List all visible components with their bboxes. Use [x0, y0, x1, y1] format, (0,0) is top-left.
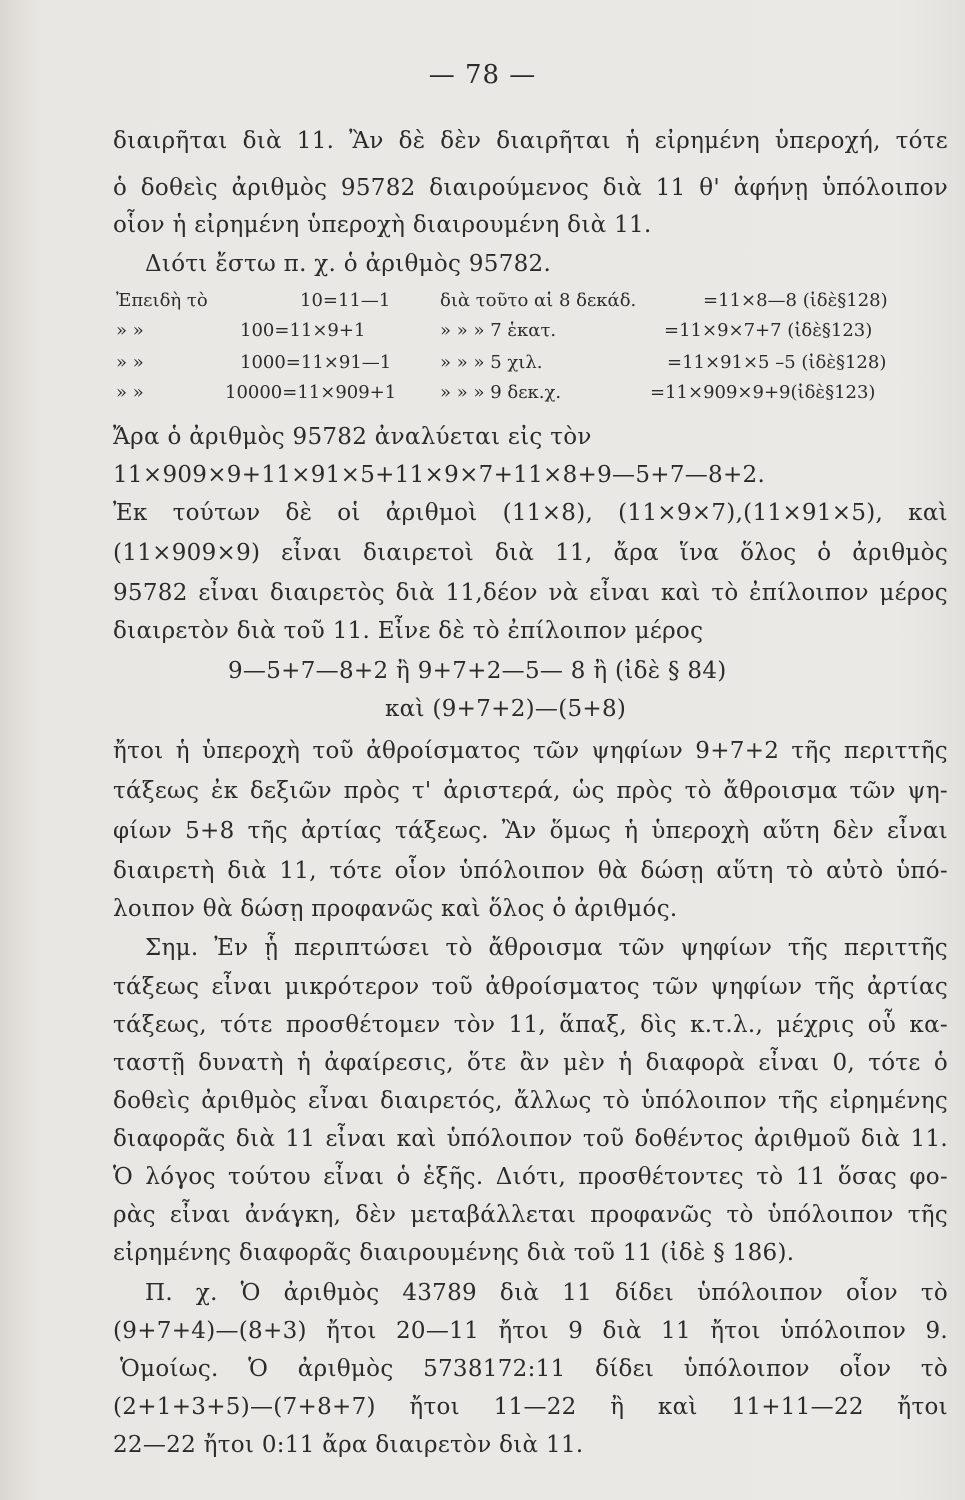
note-line: τάξεως, τότε προσθέτομεν τὸν 11, ἅπαξ, δὶς κ.τ.λ., μέχρις οὗ κα- [113, 1012, 948, 1038]
table-lead: » » [116, 320, 144, 341]
table-description: » » » 5 χιλ. [440, 352, 543, 373]
text-line: διαιρῆται διὰ 11. Ἂν δὲ δὲν διαιρῆται ἡ εἰρημένη ὑπεροχή, τότε [113, 128, 948, 154]
table-description: διὰ τοῦτο αἱ 8 δεκάδ. [440, 290, 637, 311]
table-equation: 10=11—1 [300, 290, 391, 311]
page-number: — 78 — [428, 60, 537, 90]
note-line: διαφορᾶς διὰ 11 εἶναι καὶ ὑπόλοιπον τοῦ δοθέντος ἀριθμοῦ διὰ 11. [113, 1126, 948, 1152]
table-equation: 1000=11×91—1 [240, 352, 392, 373]
formula-line: καὶ (9+7+2)—(5+8) [385, 696, 627, 722]
text-line: τάξεως ἐκ δεξιῶν πρὸς τ' ἀριστερά, ὡς πρὸς τὸ ἄθροισμα τῶν ψη- [113, 778, 948, 804]
text-line: ὁ δοθεὶς ἀριθμὸς 95782 διαιρούμενος διὰ 11 θ' ἀφήνῃ ὑπόλοιπον [113, 175, 948, 201]
note-line: δοθεὶς ἀριθμὸς εἶναι διαιρετός, ἄλλως τὸ ὑπόλοιπον τῆς εἰρημένης [113, 1088, 948, 1114]
formula-line: 9—5+7—8+2 ἢ 9+7+2—5— 8 ἢ (ἰδὲ § 84) [228, 658, 727, 684]
table-lead: » » [116, 382, 144, 403]
text-line: λοιπον θὰ δώσῃ προφανῶς καὶ ὅλος ὁ ἀριθμός. [113, 896, 678, 922]
text-line: (11×909×9) εἶναι διαιρετοὶ διὰ 11, ἄρα ἵνα ὅλος ὁ ἀριθμὸς [113, 540, 948, 566]
text-line: ἤτοι ἡ ὑπεροχὴ τοῦ ἀθροίσματος τῶν ψηφίων 9+7+2 τῆς περιττῆς [113, 738, 948, 764]
note-line: ταστῇ δυνατὴ ἡ ἀφαίρεσις, ὅτε ἂν μὲν ἡ διαφορὰ εἶναι 0, τότε ὁ [113, 1050, 948, 1076]
table-equation: 100=11×9+1 [240, 320, 366, 341]
text-line: οἷον ἡ εἰρημένη ὑπεροχὴ διαιρουμένη διὰ 11. [113, 212, 652, 238]
table-description: » » » 9 δεκ.χ. [440, 382, 562, 403]
text-line: διαιρετὸν διὰ τοῦ 11. Εἶνε δὲ τὸ ἐπίλοιπον μέρος [113, 618, 704, 644]
text-line: Διότι ἔστω π. χ. ὁ ἀριθμὸς 95782. [145, 251, 552, 277]
table-result: =11×909×9+9(ἰδὲ§123) [650, 382, 876, 403]
note-line: Ὁ λόγος τούτου εἶναι ὁ ἑξῆς. Διότι, προσθέτοντες τὸ 11 ὅσας φο- [113, 1164, 948, 1190]
note-line: εἰρημένης διαφορᾶς διαιρουμένης διὰ τοῦ 11 (ἰδὲ § 186). [113, 1240, 795, 1266]
example-line: (2+1+3+5)—(7+8+7) ἤτοι 11—22 ἢ καὶ 11+11—22 ἤτοι [113, 1394, 948, 1420]
table-result: =11×91×5 –5 (ἰδὲ§128) [667, 352, 887, 373]
example-line: 22—22 ἤτοι 0:11 ἄρα διαιρετὸν διὰ 11. [113, 1432, 584, 1458]
text-line: Ἐκ τούτων δὲ οἱ ἀριθμοὶ (11×8), (11×9×7),(11×91×5), καὶ [113, 500, 948, 526]
note-line: τάξεως εἶναι μικρότερον τοῦ ἀθροίσματος τῶν ψηφίων τῆς ἀρτίας [113, 974, 948, 1000]
table-lead: Ἐπειδὴ τὸ [116, 290, 208, 311]
text-line: φίων 5+8 τῆς ἀρτίας τάξεως. Ἂν ὅμως ἡ ὑπεροχὴ αὕτη δὲν εἶναι [113, 818, 948, 844]
text-line: Ἄρα ὁ ἀριθμὸς 95782 ἀναλύεται εἰς τὸν [113, 424, 592, 450]
note-line: Σημ. Ἐν ᾗ περιπτώσει τὸ ἄθροισμα τῶν ψηφίων τῆς περιττῆς [145, 935, 948, 961]
text-line: 11×909×9+11×91×5+11×9×7+11×8+9—5+7—8+2. [113, 462, 766, 488]
text-line: 95782 εἶναι διαιρετὸς διὰ 11,δέον νὰ εἶναι καὶ τὸ ἐπίλοιπον μέρος [113, 580, 948, 606]
table-description: » » » 7 ἑκατ. [440, 320, 557, 341]
example-line: (9+7+4)—(8+3) ἤτοι 20—11 ἤτοι 9 διὰ 11 ἤτοι ὑπόλοιπον 9. [113, 1318, 948, 1344]
note-line: ρὰς εἶναι ἀνάγκη, δὲν μεταβάλλεται προφανῶς τὸ ὑπόλοιπον τῆς [113, 1202, 948, 1228]
table-result: =11×8—8 (ἰδὲ§128) [703, 290, 888, 311]
example-line: Ὁμοίως. Ὁ ἀριθμὸς 5738172:11 δίδει ὑπόλοιπον οἷον τὸ [120, 1356, 948, 1382]
table-lead: » » [116, 352, 144, 373]
table-equation: 10000=11×909+1 [225, 382, 397, 403]
table-result: =11×9×7+7 (ἰδὲ§123) [664, 320, 873, 341]
example-line: Π. χ. Ὁ ἀριθμὸς 43789 διὰ 11 δίδει ὑπόλοιπον οἷον τὸ [145, 1280, 948, 1306]
text-line: διαιρετὴ διὰ 11, τότε οἷον ὑπόλοιπον θὰ δώσῃ αὕτη τὸ αὐτὸ ὑπό- [113, 858, 948, 884]
